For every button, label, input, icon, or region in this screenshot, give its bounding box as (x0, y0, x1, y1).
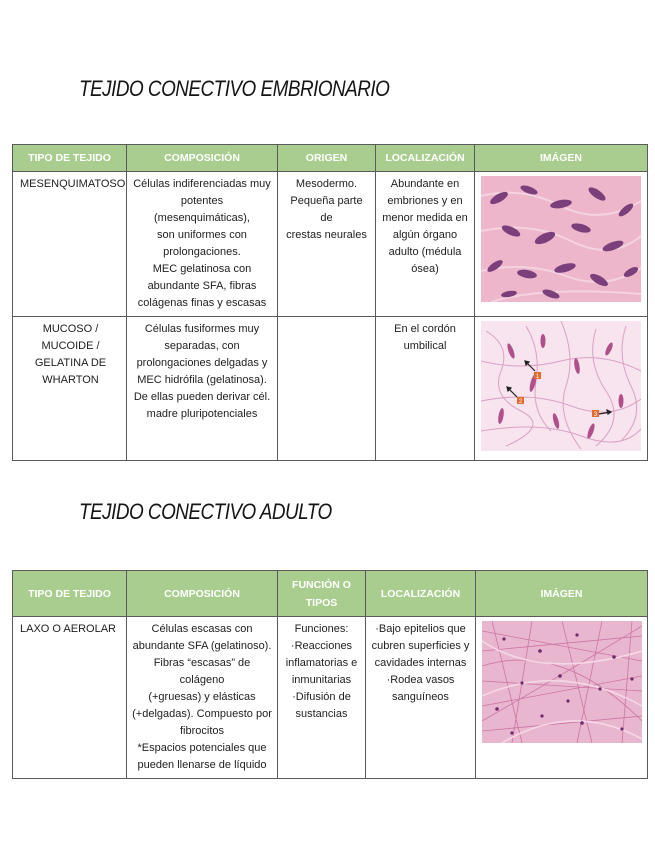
loose-areolar-tissue-micrograph-icon (482, 621, 642, 743)
header-localizacion: LOCALIZACIÓN (366, 571, 476, 617)
section-title-adult: TEJIDO CONECTIVO ADULTO (79, 499, 332, 524)
header-origen: ORIGEN (278, 145, 376, 172)
cell-composition: Células fusiformes muy separadas, con prolongaciones delgadas y MEC hidrófila (gelatinosa). De ellas pueden derivar cél. madre pluripotenciales (127, 317, 278, 461)
micrograph-label-3: 3 (593, 412, 598, 418)
cell-type: MESENQUIMATOSO (13, 172, 127, 317)
header-imagen: IMÁGEN (475, 145, 648, 172)
cell-image (476, 617, 648, 779)
adult-tissue-table (12, 570, 648, 779)
header-imagen: IMÁGEN (476, 571, 648, 617)
cell-type: LAXO O AEROLAR (13, 617, 127, 779)
table-row (13, 617, 648, 779)
cell-composition: Células escasas con abundante SFA (gelatinoso). Fibras “escasas” de colágeno (+gruesas) y elásticas (+delgadas). Compuesto por fibrocitos *Espacios potenciales que pueden llenarse de líquido (127, 617, 278, 779)
embryonic-tissue-table (12, 144, 648, 461)
mucous-tissue-micrograph-icon (481, 321, 641, 451)
cell-origin: Mesodermo. Pequeña parte de crestas neurales (278, 172, 376, 317)
micrograph-label-2: 2 (518, 399, 523, 405)
table-header-row (13, 145, 648, 172)
cell-location: ·Bajo epitelios que cubren superficies y cavidades internas ·Rodea vasos sanguíneos (366, 617, 476, 779)
mesenchymal-tissue-micrograph-icon (481, 176, 641, 302)
table-header-row (13, 571, 648, 617)
header-tipo: TIPO DE TEJIDO (13, 145, 127, 172)
cell-origin (278, 317, 376, 461)
section-title-embryonic: TEJIDO CONECTIVO EMBRIONARIO (79, 76, 390, 101)
micrograph-label-1: 1 (535, 374, 540, 380)
cell-location: Abundante en embriones y en menor medida en algún órgano adulto (médula ósea) (376, 172, 475, 317)
table-row (13, 317, 648, 461)
cell-function: Funciones: ·Reacciones inflamatorias e inmunitarias ·Difusión de sustancias (278, 617, 366, 779)
header-tipo: TIPO DE TEJIDO (13, 571, 127, 617)
header-funcion: FUNCIÓN O TIPOS (278, 571, 366, 617)
cell-type: MUCOSO / MUCOIDE / GELATINA DE WHARTON (13, 317, 127, 461)
cell-image (475, 317, 648, 461)
header-composicion: COMPOSICIÓN (127, 145, 278, 172)
header-composicion: COMPOSICIÓN (127, 571, 278, 617)
cell-composition: Células indiferenciadas muy potentes (mesenquimáticas), son uniformes con prolongaciones. MEC gelatinosa con abundante SFA, fibras colágenas finas y escasas (127, 172, 278, 317)
cell-location: En el cordón umbilical (376, 317, 475, 461)
header-localizacion: LOCALIZACIÓN (376, 145, 475, 172)
cell-image (475, 172, 648, 317)
table-row (13, 172, 648, 317)
